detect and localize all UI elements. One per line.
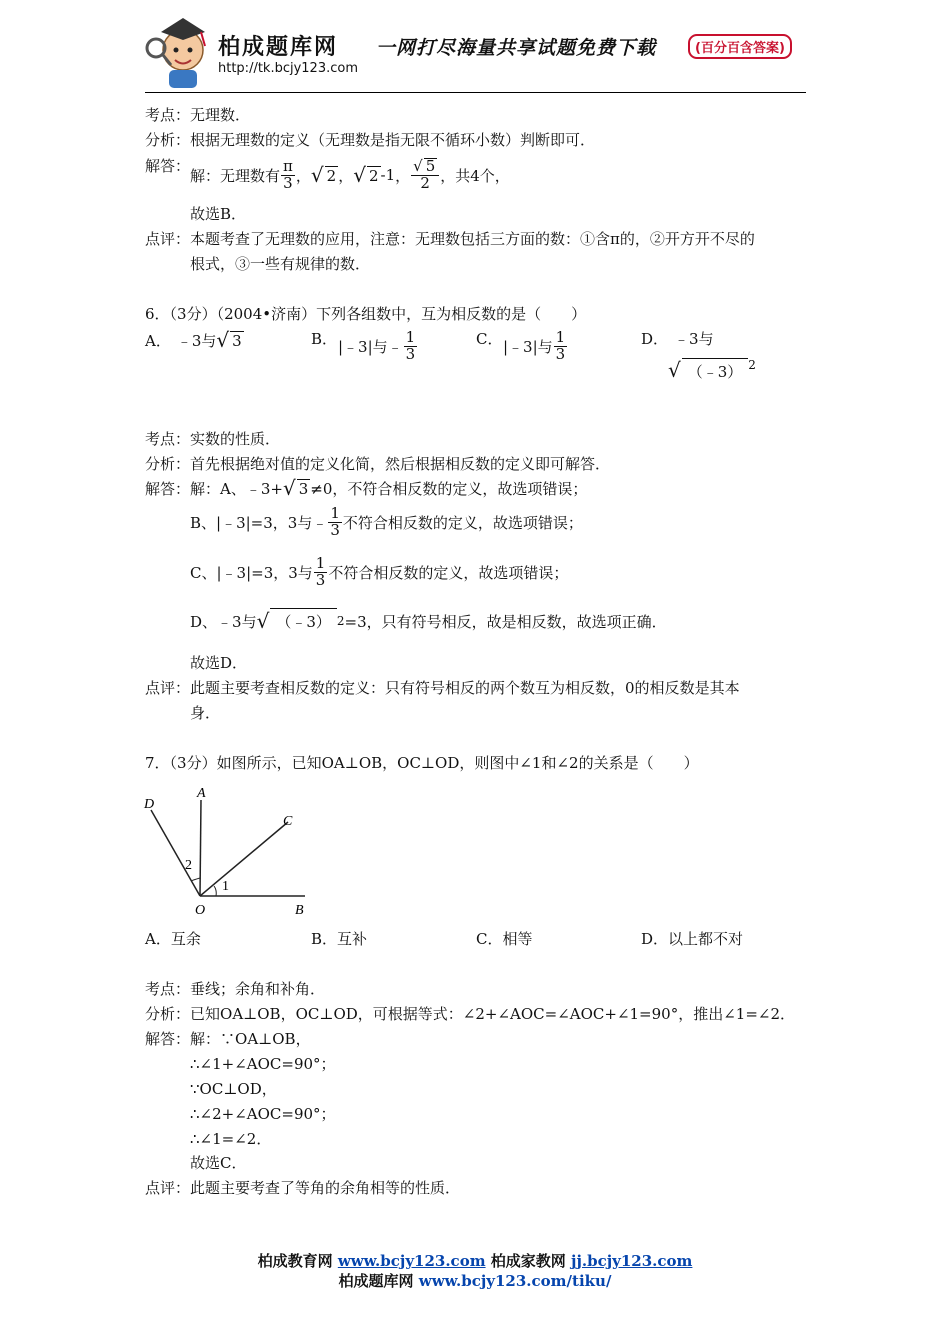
q5-kaodian: 考点：无理数． — [145, 106, 251, 124]
q7-line5: ∴∠1=∠2． — [190, 1130, 272, 1148]
q5-dianping: 点评：本题考查了无理数的应用，注意：无理数包括三方面的数：①含π的，②开方开不尽的 — [145, 230, 755, 248]
q6-choose: 故选D． — [190, 654, 248, 672]
q6-fenxi: 分析：首先根据绝对值的定义化简，然后根据相反数的定义即可解答． — [145, 455, 611, 473]
q7-option-a[interactable]: A．互余 — [145, 930, 201, 948]
q7-line3: ∵OC⊥OD， — [190, 1080, 277, 1098]
q6-jieda-d: D、﹣3与 √ （﹣3） 2 =3，只有符号相反，故是相反数，故选项正确． — [190, 609, 667, 633]
q6-jieda-c: C、|﹣3|=3，3与 $\frac{1}{3}$ 不符合相反数的定义，故选项错误； — [190, 554, 569, 589]
q7-choose: 故选C． — [190, 1154, 247, 1172]
q5-dianping-cont: 根式，③一些有规律的数． — [190, 255, 371, 273]
q6-option-c[interactable]: |﹣3|与 $\frac{1}{3}$ — [503, 328, 566, 363]
q7-jieda: 解答：解：∵OA⊥OB， — [145, 1030, 311, 1048]
q7-option-b[interactable]: B．互补 — [311, 930, 368, 948]
q6-option-b-label[interactable]: B． — [311, 330, 338, 348]
q7-line2: ∴∠1+∠AOC=90°； — [190, 1055, 336, 1073]
q7-kaodian: 考点：垂线；余角和补角． — [145, 980, 326, 998]
footer-line-2: 柏成题库网 www.bcjy123.com/tiku/ — [338, 1272, 612, 1290]
footer-line-1: 柏成教育网 www.bcjy123.com 柏成家教网 jj.bcjy123.com — [257, 1252, 693, 1270]
q6-option-a[interactable]: A． ﹣3与 √ 3 — [145, 328, 242, 352]
site-slogan: 一网打尽海量共享试题免费下载 — [376, 37, 657, 59]
q7-line4: ∴∠2+∠AOC=90°； — [190, 1105, 336, 1123]
mascot-logo — [143, 10, 218, 90]
q6-stem: 6．（3分）（2004•济南）下列各组数中，互为相反数的是（ ） — [145, 305, 587, 323]
label-angle2: 2 — [185, 858, 192, 873]
header-divider — [145, 92, 806, 93]
q6-jieda-b: B、|﹣3|=3，3与﹣ $\frac{1}{3}$ 不符合相反数的定义，故选项错误； — [190, 504, 583, 539]
q6-option-d-radical: √ （﹣3） $^2$ — [668, 358, 756, 382]
q7-option-c[interactable]: C．相等 — [476, 930, 533, 948]
label-O: O — [195, 903, 206, 917]
q6-option-c-label[interactable]: C． — [476, 330, 503, 348]
site-name: 柏成题库网 — [218, 34, 339, 60]
q6-dianping-cont: 身． — [190, 704, 221, 722]
label-D: D — [144, 797, 155, 812]
q6-kaodian: 考点：实数的性质． — [145, 430, 281, 448]
label-B: B — [295, 903, 304, 917]
answers-badge: (百分百含答案) — [688, 34, 792, 59]
q7-angle-figure — [140, 782, 315, 917]
footer-edu-link[interactable]: www.bcjy123.com — [337, 1252, 486, 1270]
q7-dianping: 点评：此题主要考查了等角的余角相等的性质． — [145, 1179, 461, 1197]
q6-jieda-a: 解答： 解：A、﹣3+ √ 3 ≠0，不符合相反数的定义，故选项错误； — [145, 476, 588, 500]
label-angle1: 1 — [222, 879, 229, 894]
q6-option-d[interactable]: D． ﹣3与 — [641, 330, 714, 348]
q7-stem: 7．（3分）如图所示，已知OA⊥OB，OC⊥OD，则图中∠1和∠2的关系是（ ） — [145, 754, 699, 772]
q7-option-d[interactable]: D．以上都不对 — [641, 930, 744, 948]
q5-jieda-formula: 解：无理数有 $\frac{\pi}{3}$ ， √ 2 ， √ 2 -1 ， $\frac{√ 5}{2}$ ，共4个， — [190, 156, 510, 192]
q7-fenxi: 分析：已知OA⊥OB，OC⊥OD，可根据等式：∠2+∠AOC=∠AOC+∠1=90°，推出∠1=∠2． — [145, 1005, 796, 1023]
q5-fenxi: 分析：根据无理数的定义（无理数是指无限不循环小数）判断即可． — [145, 131, 596, 149]
q5-jieda-label: 解答： — [145, 157, 191, 175]
footer-home-link[interactable]: jj.bcjy123.com — [571, 1252, 693, 1270]
q5-choose: 故选B． — [190, 205, 247, 223]
q6-option-b[interactable]: |﹣3|与﹣ $\frac{1}{3}$ — [338, 328, 416, 363]
site-url[interactable]: http://tk.bcjy123.com — [218, 61, 358, 76]
q6-dianping: 点评：此题主要考查相反数的定义：只有符号相反的两个数互为相反数，0的相反数是其本 — [145, 679, 740, 697]
label-A: A — [197, 786, 206, 801]
footer-tiku-link[interactable]: www.bcjy123.com/tiku/ — [418, 1272, 612, 1290]
label-C: C — [283, 814, 293, 829]
